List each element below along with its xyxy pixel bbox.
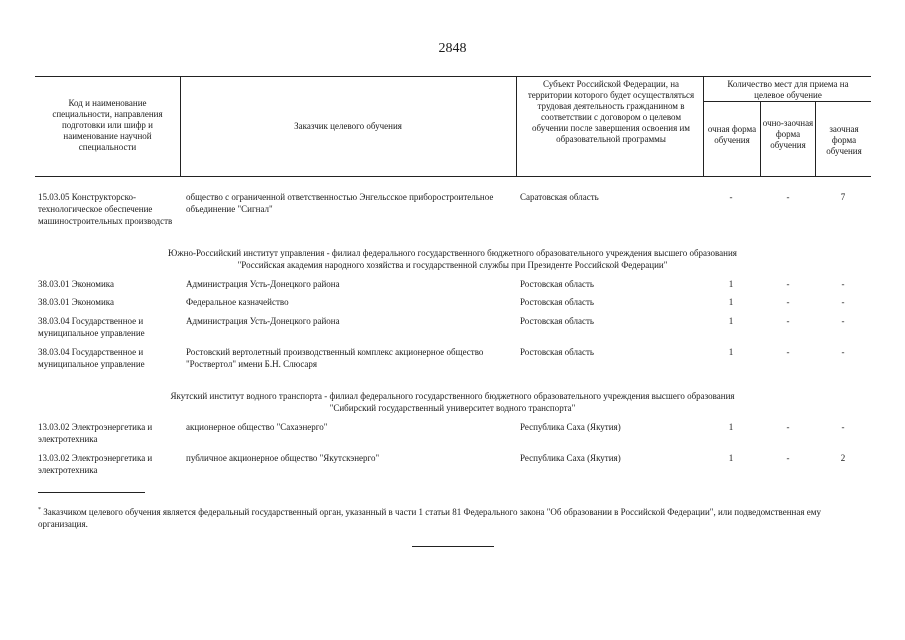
institution-line: "Российская академия народного хозяйства и государственной службы при Президенте Российской Федерации" bbox=[237, 260, 668, 270]
page-number: 2848 bbox=[438, 41, 467, 56]
row-fulltime: 1 bbox=[728, 316, 734, 326]
row-distance: - bbox=[841, 279, 845, 289]
row-fulltime: 1 bbox=[728, 422, 734, 432]
row-fulltime: 1 bbox=[728, 453, 734, 463]
row-fulltime: - bbox=[729, 192, 733, 202]
row-subject: Ростовская область bbox=[520, 279, 594, 289]
row-customer: общество с ограниченной ответственностью Энгельсское приборостроительное объединение "Сигнал" bbox=[186, 192, 494, 214]
row-code: 38.03.01 Экономика bbox=[38, 297, 114, 307]
footnote-separator bbox=[38, 492, 145, 493]
header-top-rule bbox=[35, 76, 871, 77]
row-code: 38.03.04 Государственное и муниципальное управление bbox=[38, 316, 145, 338]
row-fulltime: 1 bbox=[728, 297, 734, 307]
header-fulltime: очная форма обучения bbox=[707, 124, 757, 145]
header-distance: заочная форма обучения bbox=[826, 124, 862, 156]
row-code: 38.03.01 Экономика bbox=[38, 279, 114, 289]
row-mixed: - bbox=[786, 297, 790, 307]
col-divider-4 bbox=[760, 101, 761, 176]
row-customer: Администрация Усть-Донецкого района bbox=[186, 279, 340, 289]
row-distance: - bbox=[841, 297, 845, 307]
places-subrule bbox=[703, 101, 871, 102]
end-separator bbox=[412, 546, 494, 547]
row-subject: Саратовская область bbox=[520, 192, 599, 202]
header-places: Количество мест для приема на целевое обучение bbox=[727, 79, 849, 100]
row-customer: Ростовский вертолетный производственный комплекс акционерное общество "Роствертол" имени Б.Н. Слюсаря bbox=[186, 347, 484, 369]
row-customer: Администрация Усть-Донецкого района bbox=[186, 316, 340, 326]
row-customer: акционерное общество "Сахаэнерго" bbox=[186, 422, 328, 432]
footnote-text: Заказчиком целевого обучения является федеральный государственный орган, указанный в части 1 статьи 81 Федерального закона "Об образовании в Российской Федерации", или подведомственная ему организация. bbox=[38, 507, 821, 529]
row-mixed: - bbox=[786, 453, 790, 463]
institution-line: Южно-Российский институт управления - филиал федерального государственного бюджетного образовательного учреждения высшего образования bbox=[168, 248, 737, 258]
row-code: 13.03.02 Электроэнергетика и электротехника bbox=[38, 453, 153, 475]
row-mixed: - bbox=[786, 347, 790, 357]
row-subject: Ростовская область bbox=[520, 297, 594, 307]
row-code: 15.03.05 Конструкторско-технологическое обеспечение машиностроительных производств bbox=[38, 192, 173, 226]
row-customer: Федеральное казначейство bbox=[186, 297, 289, 307]
row-subject: Республика Саха (Якутия) bbox=[520, 422, 621, 432]
header-bottom-rule bbox=[35, 176, 871, 177]
footnote-marker: * bbox=[38, 507, 41, 513]
row-code: 13.03.02 Электроэнергетика и электротехника bbox=[38, 422, 153, 444]
col-divider-5 bbox=[815, 101, 816, 176]
footnote bbox=[38, 504, 873, 530]
row-mixed: - bbox=[786, 316, 790, 326]
row-mixed: - bbox=[786, 422, 790, 432]
row-customer: публичное акционерное общество "Якутскэнерго" bbox=[186, 453, 380, 463]
row-fulltime: 1 bbox=[728, 279, 734, 289]
institution-line: "Сибирский государственный университет водного транспорта" bbox=[329, 403, 576, 413]
institution-line: Якутский институт водного транспорта - филиал федерального государственного бюджетного образовательного учреждения высшего образования bbox=[170, 391, 735, 401]
row-distance: 7 bbox=[840, 192, 846, 202]
institution-heading bbox=[30, 390, 875, 414]
row-distance: 2 bbox=[840, 453, 846, 463]
row-distance: - bbox=[841, 422, 845, 432]
row-distance: - bbox=[841, 316, 845, 326]
header-mixed: очно-заочная форма обучения bbox=[762, 118, 814, 150]
institution-heading bbox=[30, 247, 875, 271]
row-distance: - bbox=[841, 347, 845, 357]
header-subject: Субъект Российской Федерации, на территории которого будет осуществляться трудовая деятельность гражданином в соответствии с договором о целевом обучении после завершения освоения им образовательной программы bbox=[527, 79, 695, 144]
row-fulltime: 1 bbox=[728, 347, 734, 357]
row-subject: Республика Саха (Якутия) bbox=[520, 453, 621, 463]
row-code: 38.03.04 Государственное и муниципальное управление bbox=[38, 347, 145, 369]
header-code: Код и наименование специальности, направления подготовки или шифр и наименование научной специальности bbox=[52, 98, 163, 152]
row-mixed: - bbox=[786, 192, 790, 202]
col-divider-3 bbox=[703, 76, 704, 176]
row-subject: Ростовская область bbox=[520, 347, 594, 357]
col-divider-1 bbox=[180, 76, 181, 176]
row-mixed: - bbox=[786, 279, 790, 289]
col-divider-2 bbox=[516, 76, 517, 176]
row-subject: Ростовская область bbox=[520, 316, 594, 326]
header-customer: Заказчик целевого обучения bbox=[294, 121, 402, 131]
